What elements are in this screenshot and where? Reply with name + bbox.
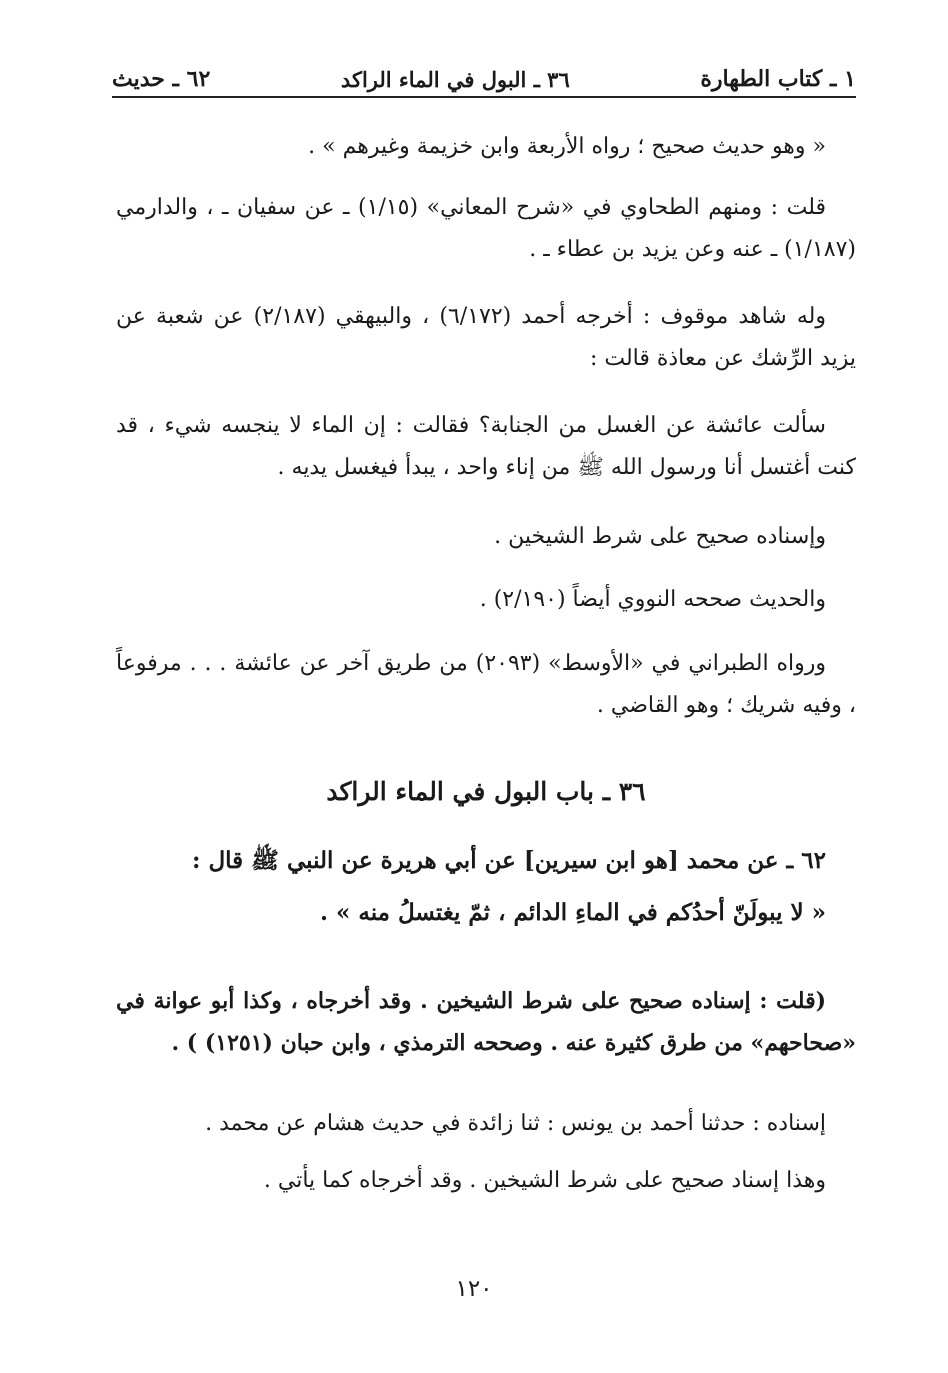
hadith-block bbox=[116, 840, 856, 934]
paragraph-text: سألت عائشة عن الغسل من الجنابة؟ فقالت : إن الماء لا ينجسه شيء ، قد كنت أغتسل أنا ورسول الله ﷺ من إناء واحد ، يبدأ فيغسل يديه . bbox=[116, 413, 856, 480]
running-header bbox=[112, 62, 856, 98]
paragraph-nawawi bbox=[116, 579, 856, 621]
paragraph-text: والحديث صححه النووي أيضاً (٢/١٩٠) . bbox=[479, 587, 826, 612]
header-book-title: ١ ـ كتاب الطهارة bbox=[700, 66, 856, 92]
hadith-text: « لا يبولَنّ أحدُكم في الماءِ الدائم ، ثمّ يغتسلُ منه » . bbox=[320, 899, 826, 926]
hadith-intro: ٦٢ ـ عن محمد [هو ابن سيرين] عن أبي هريرة عن النبي ﷺ قال : bbox=[191, 847, 826, 874]
page-number: ١٢٠ bbox=[455, 1276, 493, 1302]
commentary-isnad bbox=[116, 1103, 856, 1145]
paragraph-quote-end bbox=[116, 126, 856, 168]
commentary-takhrij bbox=[116, 980, 856, 1064]
header-hadith-number: ٦٢ ـ حديث bbox=[112, 66, 211, 92]
commentary-text: (قلت : إسناده صحيح على شرط الشيخين . وقد أخرجاه ، وكذا أبو عوانة في «صحاحهم» من طرق كثيرة عنه . وصححه الترمذي ، وابن حبان (١٢٥١) ) . bbox=[116, 988, 856, 1056]
commentary-verdict bbox=[116, 1160, 856, 1202]
paragraph-tahawi bbox=[116, 187, 856, 271]
commentary-text: وهذا إسناد صحيح على شرط الشيخين . وقد أخرجاه كما يأتي . bbox=[263, 1168, 826, 1193]
paragraph-text: وإسناده صحيح على شرط الشيخين . bbox=[494, 524, 826, 549]
paragraph-tabarani bbox=[116, 643, 856, 727]
commentary-text: إسناده : حدثنا أحمد بن يونس : ثنا زائدة في حديث هشام عن محمد . bbox=[205, 1111, 826, 1136]
paragraph-aisha-report bbox=[116, 405, 856, 489]
header-chapter-title: ٣٦ ـ البول في الماء الراكد bbox=[340, 66, 570, 92]
paragraph-text: « وهو حديث صحيح ؛ رواه الأربعة وابن خزيمة وغيرهم » . bbox=[308, 134, 826, 159]
paragraph-text: قلت : ومنهم الطحاوي في «شرح المعاني» (١/١٥) ـ عن سفيان ـ ، والدارمي (١/١٨٧) ـ عنه وعن يزيد بن عطاء ـ . bbox=[116, 195, 856, 262]
paragraph-shahid bbox=[116, 296, 856, 380]
chapter-heading: ٣٦ ـ باب البول في الماء الراكد bbox=[326, 777, 646, 806]
paragraph-text: وله شاهد موقوف : أخرجه أحمد (٦/١٧٢) ، والبيهقي (٢/١٨٧) عن شعبة عن يزيد الرِّشك عن معاذة قالت : bbox=[116, 304, 856, 371]
paragraph-isnad-sahih bbox=[116, 516, 856, 558]
paragraph-text: ورواه الطبراني في «الأوسط» (٢٠٩٣) من طريق آخر عن عائشة . . . مرفوعاً ، وفيه شريك ؛ وهو القاضي . bbox=[116, 651, 856, 718]
